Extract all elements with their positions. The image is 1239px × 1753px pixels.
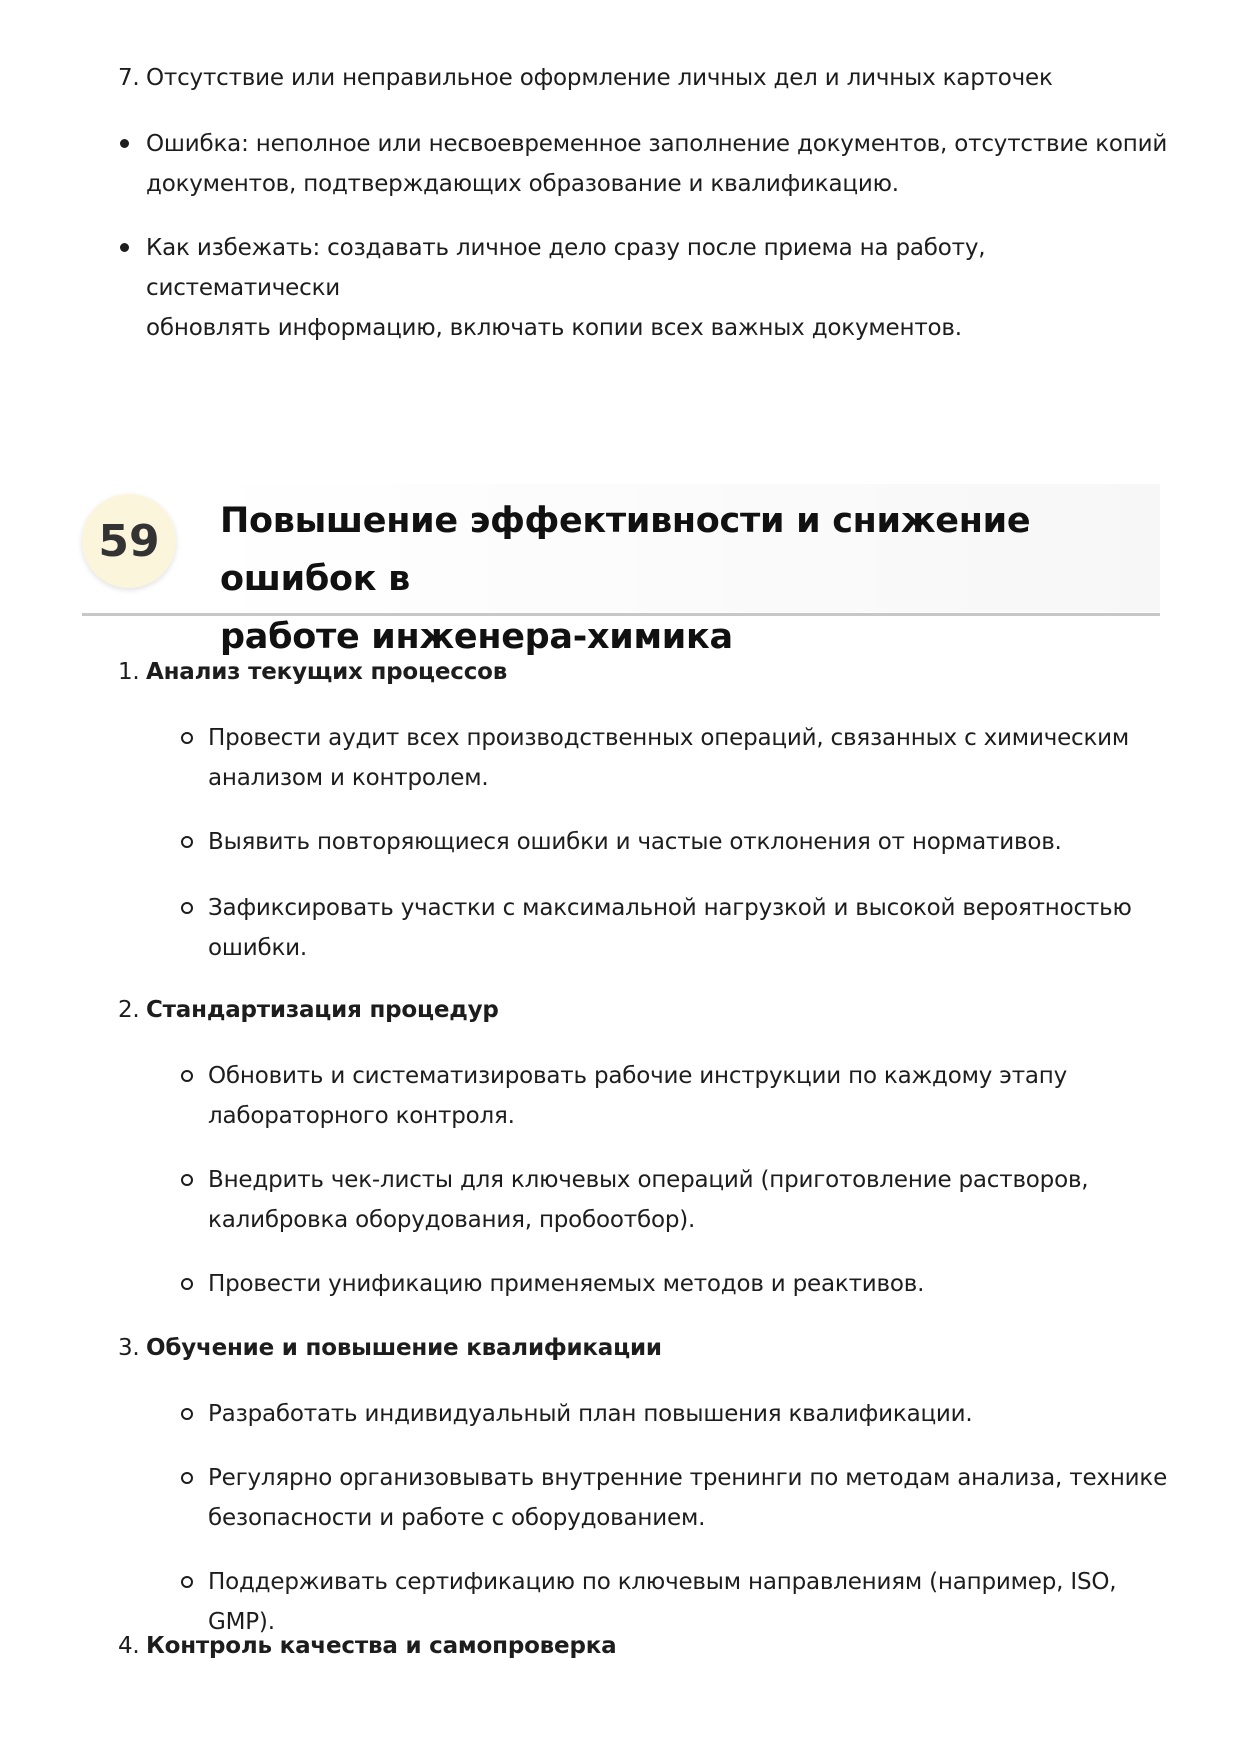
section-header: [82, 480, 1160, 657]
bullet-disc-icon: [118, 124, 146, 204]
list-number: 2.: [118, 997, 140, 1023]
bullet-circle-icon: [180, 1160, 208, 1240]
bullet-circle-icon: [180, 1458, 208, 1538]
sub-item-line: калибровка оборудования, пробоотбор).: [208, 1207, 696, 1233]
list-bullet: [118, 124, 1168, 204]
bullet-line: обновлять информацию, включать копии всех важных документов.: [146, 315, 962, 341]
list-item-title: Отсутствие или неправильное оформление личных дел и личных карточек: [146, 65, 1053, 91]
section-title-line: работе инженера-химика: [220, 617, 733, 657]
sub-list-item: [180, 888, 1170, 968]
bullet-line: Ошибка: неполное или несвоевременное заполнение документов, отсутствие копий: [146, 131, 1168, 157]
sub-list-item: [180, 1160, 1170, 1240]
list-item-title: Обучение и повышение квалификации: [146, 1335, 662, 1361]
section-number-badge: 59: [82, 494, 176, 588]
sub-item-line: анализом и контролем.: [208, 765, 489, 791]
sub-item-line: Внедрить чек-листы для ключевых операций (приготовление растворов,: [208, 1167, 1089, 1193]
list-item-3: [118, 1328, 1168, 1368]
bullet-disc-icon: [118, 228, 146, 348]
bullet-circle-icon: [180, 1056, 208, 1136]
sub-item-line: Провести аудит всех производственных операций, связанных с химическим: [208, 725, 1130, 751]
list-item-4: [118, 1626, 1168, 1666]
list-item-title: Стандартизация процедур: [146, 997, 499, 1023]
list-bullet: [118, 228, 1168, 348]
section-title-line: Повышение эффективности и снижение ошибок в: [220, 501, 1031, 599]
sub-item-line: Обновить и систематизировать рабочие инструкции по каждому этапу: [208, 1063, 1068, 1089]
bullet-circle-icon: [180, 888, 208, 968]
sub-list-item: [180, 1458, 1170, 1538]
list-item-title: Контроль качества и самопроверка: [146, 1633, 617, 1659]
sub-item-line: ошибки.: [208, 935, 308, 961]
sub-list-item: [180, 718, 1170, 798]
list-item-2: [118, 990, 1168, 1030]
list-number: 3.: [118, 1335, 140, 1361]
sub-item-line: безопасности и работе с оборудованием.: [208, 1505, 706, 1531]
list-item-1: [118, 652, 1168, 692]
section-title: [220, 492, 1160, 666]
sub-item-line: Провести унификацию применяемых методов и реактивов.: [208, 1271, 925, 1297]
bullet-circle-icon: [180, 822, 208, 862]
list-number: 4.: [118, 1633, 140, 1659]
sub-list-item: [180, 822, 1170, 862]
list-item-7: [118, 58, 1168, 98]
sub-item-line: Поддерживать сертификацию по ключевым направлениям (например, ISO, GMP).: [208, 1569, 1117, 1635]
sub-list-item: [180, 1056, 1170, 1136]
sub-list-item: [180, 1264, 1170, 1304]
sub-item-line: лабораторного контроля.: [208, 1103, 515, 1129]
bullet-circle-icon: [180, 718, 208, 798]
sub-item-line: Регулярно организовывать внутренние тренинги по методам анализа, технике: [208, 1465, 1168, 1491]
bullet-circle-icon: [180, 1394, 208, 1434]
sub-item-line: Выявить повторяющиеся ошибки и частые отклонения от нормативов.: [208, 829, 1062, 855]
sub-item-line: Зафиксировать участки с максимальной нагрузкой и высокой вероятностью: [208, 895, 1132, 921]
sub-list-item: [180, 1394, 1170, 1434]
list-item-title: Анализ текущих процессов: [146, 659, 508, 685]
bullet-line: Как избежать: создавать личное дело сразу после приема на работу, систематически: [146, 235, 986, 301]
sub-item-line: Разработать индивидуальный план повышения квалификации.: [208, 1401, 973, 1427]
list-number: 1.: [118, 659, 140, 685]
list-number: 7.: [118, 65, 140, 91]
bullet-circle-icon: [180, 1264, 208, 1304]
bullet-line: документов, подтверждающих образование и квалификацию.: [146, 171, 899, 197]
